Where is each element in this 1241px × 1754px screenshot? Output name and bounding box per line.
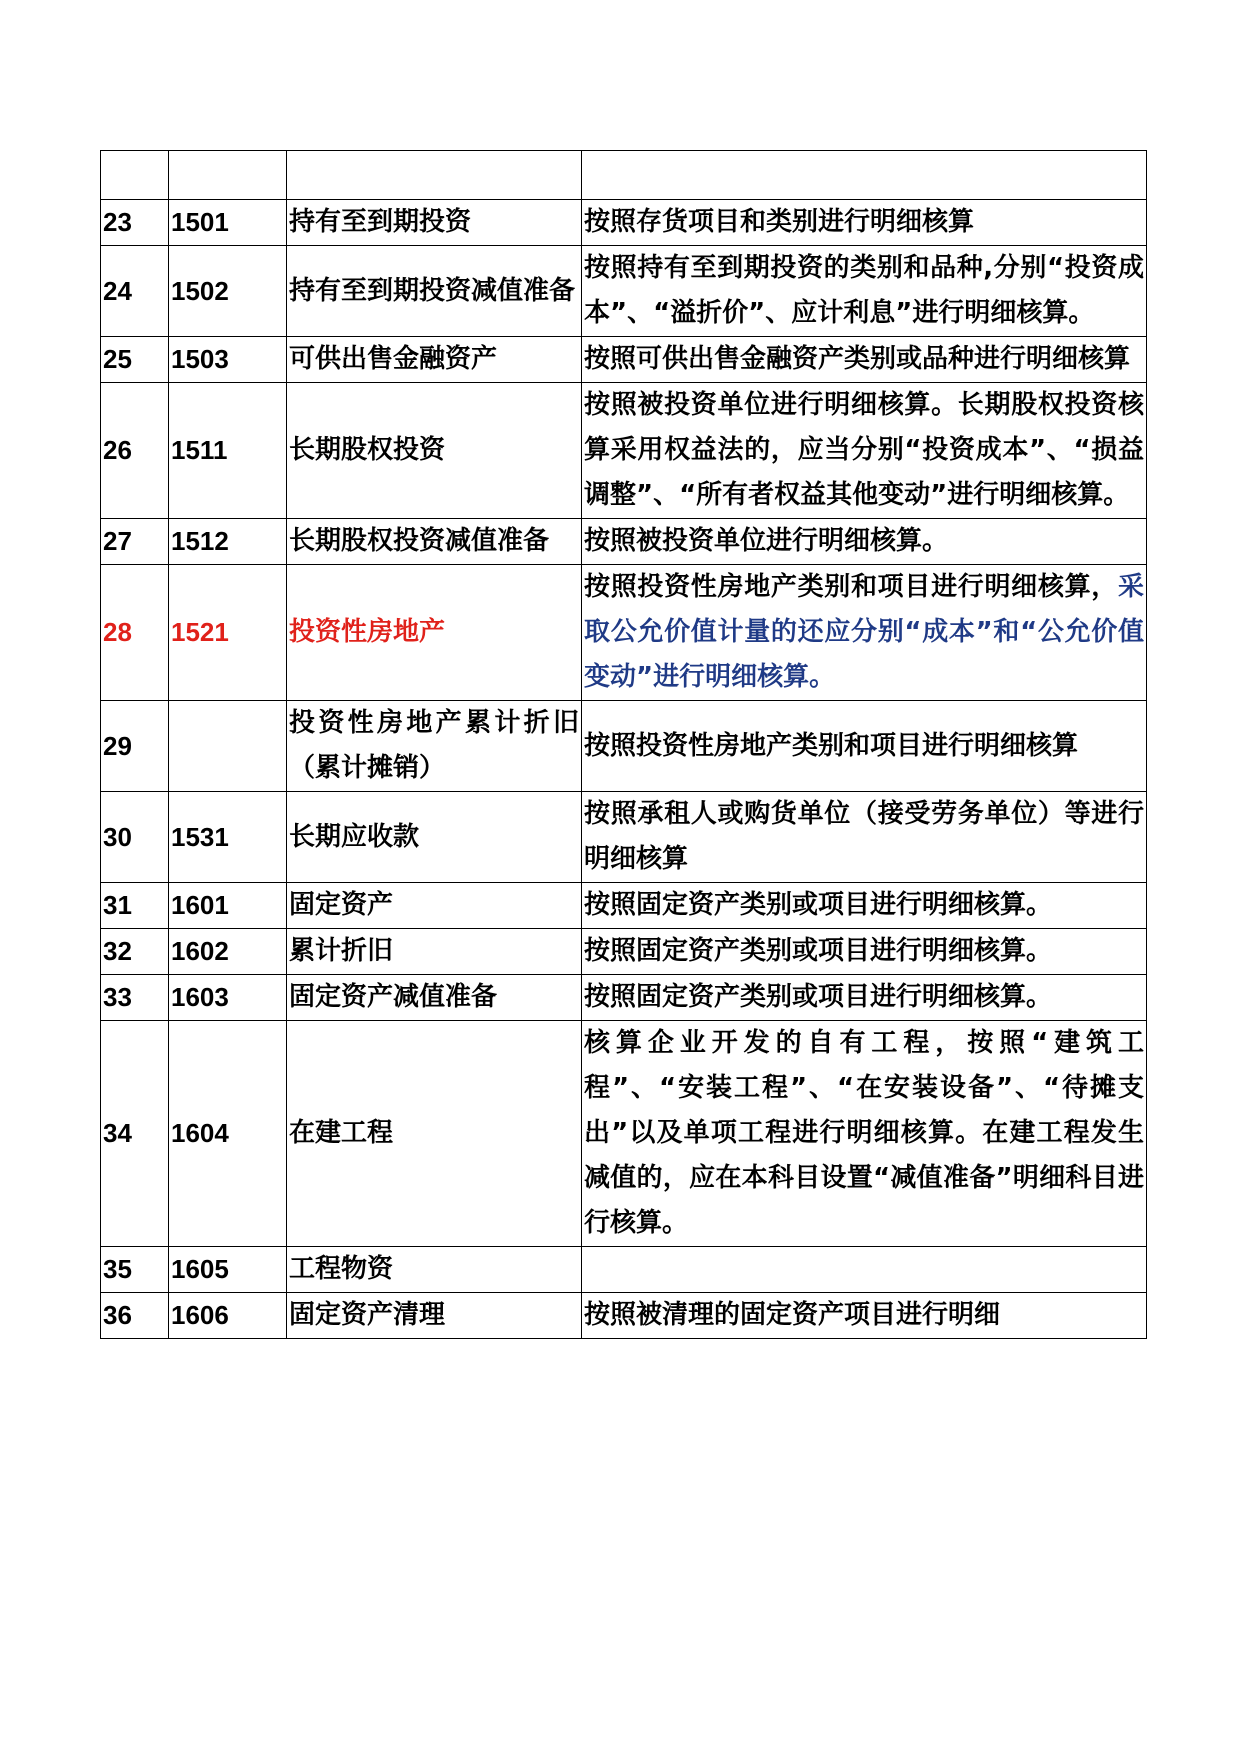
account-table [100, 150, 1147, 1339]
account-description: 按照可供出售金融资产类别或品种进行明细核算 [582, 337, 1147, 383]
account-code: 1511 [169, 383, 287, 519]
row-number: 28 [101, 565, 169, 701]
account-name: 固定资产 [287, 883, 582, 929]
account-name: 可供出售金融资产 [287, 337, 582, 383]
row-number: 30 [101, 792, 169, 883]
account-code [169, 701, 287, 792]
table-row [101, 246, 1147, 337]
account-name: 长期应收款 [287, 792, 582, 883]
account-code: 1502 [169, 246, 287, 337]
account-name: 在建工程 [287, 1021, 582, 1247]
row-number: 32 [101, 929, 169, 975]
account-name: 长期股权投资 [287, 383, 582, 519]
row-number: 24 [101, 246, 169, 337]
row-number: 33 [101, 975, 169, 1021]
account-description: 核算企业开发的自有工程，按照“建筑工程”、“安装工程”、“在安装设备”、“待摊支出”以及单项工程进行明细核算。在建工程发生减值的，应在本科目设置“减值准备”明细科目进行核算。 [582, 1021, 1147, 1247]
row-number: 27 [101, 519, 169, 565]
account-code: 1603 [169, 975, 287, 1021]
row-number: 29 [101, 701, 169, 792]
table-row [101, 929, 1147, 975]
table-row [101, 1293, 1147, 1339]
row-number: 23 [101, 200, 169, 246]
account-description [582, 1247, 1147, 1293]
row-number: 35 [101, 1247, 169, 1293]
account-code: 1531 [169, 792, 287, 883]
table-row [101, 701, 1147, 792]
account-name: 长期股权投资减值准备 [287, 519, 582, 565]
table-row [101, 1021, 1147, 1247]
description-part-2: 采取公允价值计量的还应分别“成本”和“公允价值变动”进行明细核算。 [584, 572, 1144, 692]
account-name: 投资性房地产 [287, 565, 582, 701]
account-description: 按照被投资单位进行明细核算。长期股权投资核算采用权益法的，应当分别“投资成本”、“损益调整”、“所有者权益其他变动”进行明细核算。 [582, 383, 1147, 519]
account-description: 按照被投资单位进行明细核算。 [582, 519, 1147, 565]
table-row [101, 883, 1147, 929]
account-description: 按照固定资产类别或项目进行明细核算。 [582, 975, 1147, 1021]
account-code: 1601 [169, 883, 287, 929]
account-name: 累计折旧 [287, 929, 582, 975]
account-name: 持有至到期投资 [287, 200, 582, 246]
description-part-1: 按照投资性房地产类别和项目进行明细核算， [584, 572, 1118, 602]
table-row-highlighted [101, 565, 1147, 701]
table-row [101, 151, 1147, 200]
account-code: 1501 [169, 200, 287, 246]
account-code: 1512 [169, 519, 287, 565]
table-row [101, 792, 1147, 883]
account-code [169, 151, 287, 200]
account-code: 1606 [169, 1293, 287, 1339]
account-name [287, 151, 582, 200]
account-description: 按照固定资产类别或项目进行明细核算。 [582, 883, 1147, 929]
account-name: 投资性房地产累计折旧（累计摊销） [287, 701, 582, 792]
row-number: 31 [101, 883, 169, 929]
table-row [101, 383, 1147, 519]
account-name: 工程物资 [287, 1247, 582, 1293]
account-description: 按照固定资产类别或项目进行明细核算。 [582, 929, 1147, 975]
account-name: 固定资产减值准备 [287, 975, 582, 1021]
row-number: 25 [101, 337, 169, 383]
account-description: 按照被清理的固定资产项目进行明细 [582, 1293, 1147, 1339]
row-number: 36 [101, 1293, 169, 1339]
row-number: 34 [101, 1021, 169, 1247]
account-code: 1605 [169, 1247, 287, 1293]
table-row [101, 200, 1147, 246]
table-row [101, 337, 1147, 383]
account-name: 固定资产清理 [287, 1293, 582, 1339]
account-description [582, 565, 1147, 701]
account-description: 按照持有至到期投资的类别和品种,分别“投资成本”、“溢折价”、应计利息”进行明细核算。 [582, 246, 1147, 337]
account-code: 1602 [169, 929, 287, 975]
row-number [101, 151, 169, 200]
table-row [101, 519, 1147, 565]
account-description: 按照投资性房地产类别和项目进行明细核算 [582, 701, 1147, 792]
account-description: 按照承租人或购货单位（接受劳务单位）等进行明细核算 [582, 792, 1147, 883]
account-name: 持有至到期投资减值准备 [287, 246, 582, 337]
account-code: 1521 [169, 565, 287, 701]
table-row [101, 1247, 1147, 1293]
account-description: 按照存货项目和类别进行明细核算 [582, 200, 1147, 246]
account-description [582, 151, 1147, 200]
table-row [101, 975, 1147, 1021]
account-code: 1604 [169, 1021, 287, 1247]
account-code: 1503 [169, 337, 287, 383]
row-number: 26 [101, 383, 169, 519]
